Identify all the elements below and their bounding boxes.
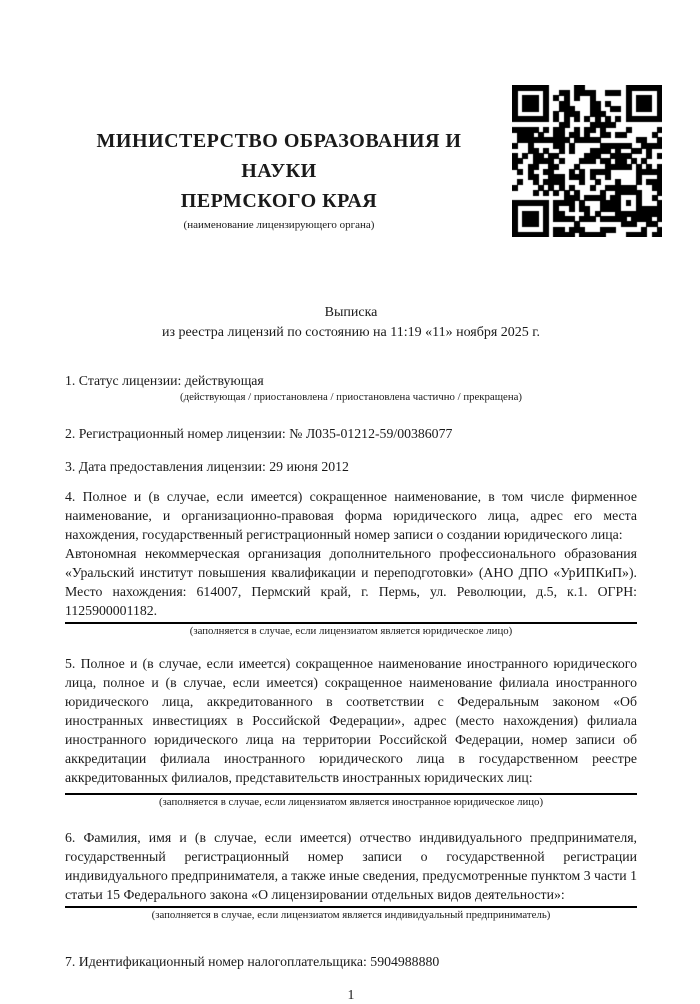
issuing-authority-block bbox=[68, 126, 490, 233]
page-number: 1 bbox=[347, 987, 355, 1002]
document-body bbox=[0, 303, 700, 1004]
taxpayer-number-text: 7. Идентификационный номер налогоплательщика: 5904988880 bbox=[65, 954, 440, 969]
legal-entity-caption: (заполняется в случае, если лицензиатом является юридическое лицо) bbox=[189, 625, 513, 637]
item-foreign-entity bbox=[65, 654, 637, 810]
issuing-authority-caption: (наименование лицензирующего органа) bbox=[183, 219, 375, 231]
item-legal-entity bbox=[65, 487, 637, 639]
foreign-entity-caption: (заполняется в случае, если лицензиатом является иностранное юридическое лицо) bbox=[158, 796, 544, 808]
individual-entrepreneur-caption: (заполняется в случае, если лицензиатом является индивидуальный предприниматель) bbox=[151, 909, 551, 921]
qr-code bbox=[512, 85, 662, 237]
document-title bbox=[65, 303, 637, 343]
document-header bbox=[0, 0, 700, 295]
license-status-caption: (действующая / приостановлена / приостановлена частично / прекращена) bbox=[180, 391, 522, 403]
item-taxpayer-number bbox=[65, 952, 637, 971]
item-individual-entrepreneur bbox=[65, 828, 637, 923]
item-license-status bbox=[65, 371, 637, 405]
ministry-name-line2: ПЕРМСКОГО КРАЯ bbox=[180, 190, 378, 212]
registration-number-text: 2. Регистрационный номер лицензии: № Л035-01212-59/00386077 bbox=[65, 426, 453, 441]
item-license-date bbox=[65, 457, 637, 476]
individual-entrepreneur-label: 6. Фамилия, имя и (в случае, если имеется) отчество индивидуального предпринимателя, государственный регистрационный номер записи о государственной регистрации индивидуального предпринимателя, а также иные сведения, предусмотренные пунктом 3 части 1 статьи 15 Федерального закона «О лицензировании отдельных видов деятельности»: bbox=[65, 830, 638, 902]
legal-entity-label: 4. Полное и (в случае, если имеется) сокращенное наименование, в том числе фирменное наименование, и организационно-правовая форма юридического лица, адрес его места нахождения, государственный регистрационный номер записи о создании юридического лица: bbox=[65, 489, 637, 542]
item-registration-number bbox=[65, 424, 637, 443]
document-title-line2: из реестра лицензий по состоянию на 11:19 «11» ноября 2025 г. bbox=[162, 325, 540, 340]
legal-entity-value: Автономная некоммерческая организация дополнительного профессионального образования «Уральский институт повышения квалификации и переподготовки» (АНО ДПО «УрИПКиП»). Место нахождения: 614007, Пермский край, г. Пермь, ул. Революции, д.5, к.1. ОГРН: 1125900001182. bbox=[65, 546, 637, 618]
ministry-name-line1: МИНИСТЕРСТВО ОБРАЗОВАНИЯ И НАУКИ bbox=[96, 130, 462, 182]
license-status-text: 1. Статус лицензии: действующая bbox=[65, 373, 264, 388]
foreign-entity-label: 5. Полное и (в случае, если имеется) сокращенное наименование иностранного юридического лица, полное и (в случае, если имеется) сокращенное наименование филиала иностранного юридического лица, аккредитованного в соответствии с Федеральным законом «Об иностранных инвестициях в Российской Федерации», адрес (место нахождения) филиала иностранного юридического лица на территории Российской Федерации, номер записи об аккредитации филиала иностранного юридического лица в государственном реестре аккредитованных филиалов, представительств иностранных юридических лиц: bbox=[65, 656, 637, 785]
license-date-text: 3. Дата предоставления лицензии: 29 июня 2012 bbox=[65, 459, 349, 474]
document-title-line1: Выписка bbox=[324, 305, 378, 320]
